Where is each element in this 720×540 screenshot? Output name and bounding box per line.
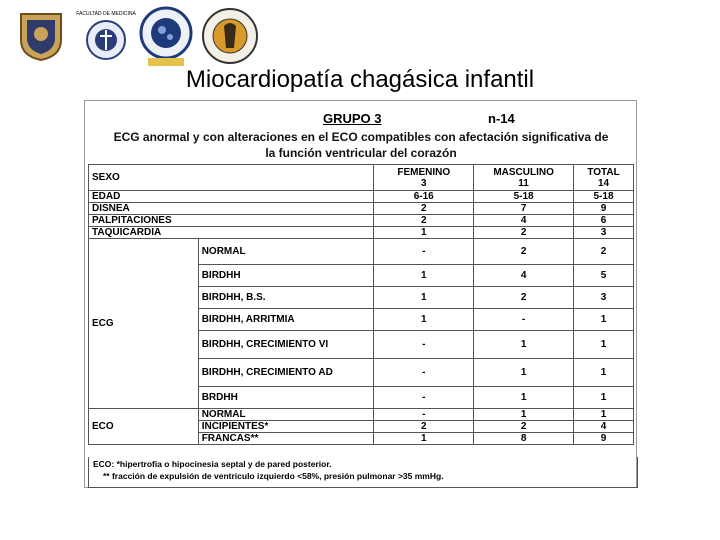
group-description bbox=[91, 129, 631, 161]
table-row: PALPITACIONES 2 4 6 bbox=[89, 215, 634, 227]
table-row: FRANCAS** 1 8 9 bbox=[89, 433, 634, 445]
masculino-header: MASCULINO 11 bbox=[474, 165, 574, 191]
microbiologia-parasitologia-logo bbox=[136, 6, 196, 68]
sample-size: n-14 bbox=[488, 111, 515, 126]
table-row: BRDHH - 1 1 bbox=[89, 387, 634, 409]
results-table bbox=[88, 164, 634, 445]
sexo-header: SEXO bbox=[89, 165, 374, 191]
table-row: BIRDHH 1 4 5 bbox=[89, 265, 634, 287]
table-row: ECG NORMAL - 2 2 bbox=[89, 239, 634, 265]
table-row: BIRDHH, CRECIMIENTO VI - 1 1 bbox=[89, 331, 634, 359]
table-row: TAQUICARDIA 1 2 3 bbox=[89, 227, 634, 239]
group-label: GRUPO 3 bbox=[323, 111, 382, 126]
total-header: TOTAL 14 bbox=[574, 165, 634, 191]
table-row: BIRDHH, CRECIMIENTO AD - 1 1 bbox=[89, 359, 634, 387]
table-row: ECO NORMAL - 1 1 bbox=[89, 409, 634, 421]
description-line-2: la función ventricular del corazón bbox=[265, 146, 457, 160]
slide-title: Miocardiopatía chagásica infantil bbox=[185, 66, 535, 93]
svg-text:FACULTAD DE MEDICINA: FACULTAD DE MEDICINA bbox=[76, 11, 136, 17]
table-row: DISNEA 2 7 9 bbox=[89, 203, 634, 215]
table-row: EDAD 6-16 5-18 5-18 bbox=[89, 191, 634, 203]
ecg-group-label: ECG bbox=[89, 239, 199, 409]
coleccion-nacional-logo bbox=[200, 6, 260, 68]
eco-group-label: ECO bbox=[89, 409, 199, 445]
group-header bbox=[85, 111, 636, 129]
description-line-1: ECG anormal y con alteraciones en el ECO compatibles con afectación significativa de bbox=[113, 130, 609, 144]
table-row: BIRDHH, ARRITMIA 1 - 1 bbox=[89, 309, 634, 331]
table-image bbox=[84, 100, 637, 488]
femenino-header: FEMENINO 3 bbox=[374, 165, 474, 191]
footnote-1: ECO: *hipertrofia o hipocinesia septal y de pared posterior. bbox=[93, 459, 332, 469]
table-header-row bbox=[89, 165, 634, 191]
footnote-2: ** fracción de expulsión de ventrículo izquierdo <58%, presión pulmonar >35 mmHg. bbox=[103, 471, 444, 481]
unam-shield-logo bbox=[15, 10, 67, 62]
facultad-medicina-logo bbox=[76, 8, 136, 64]
table-row: INCIPIENTES* 2 2 4 bbox=[89, 421, 634, 433]
table-row: BIRDHH, B.S. 1 2 3 bbox=[89, 287, 634, 309]
table-footnotes bbox=[88, 457, 638, 488]
